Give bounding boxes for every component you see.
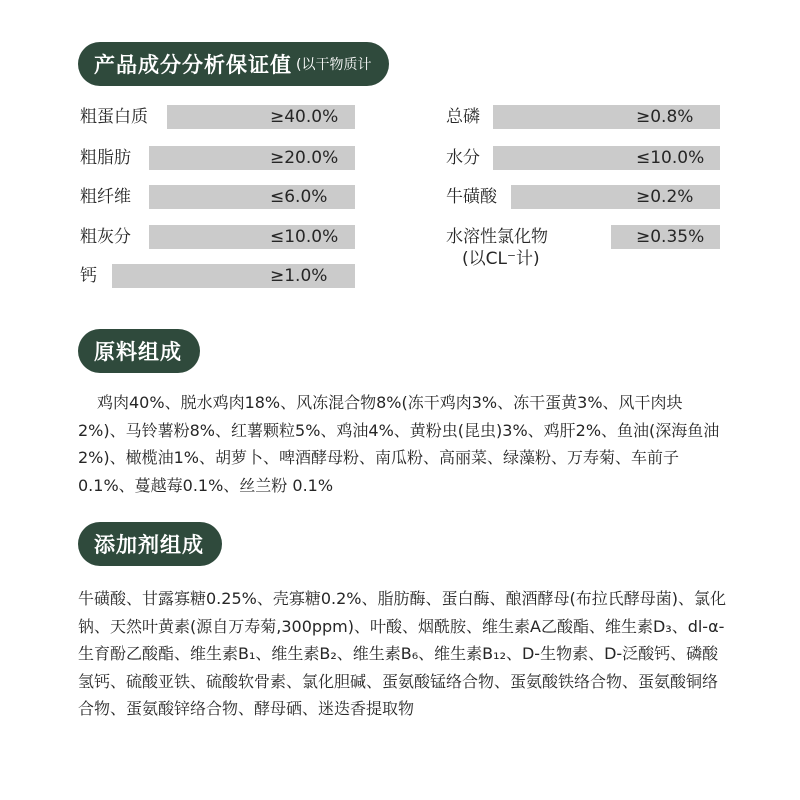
analysis-title: 产品成分分析保证值	[94, 53, 292, 77]
analysis-value: ≥0.2%	[636, 187, 694, 207]
analysis-value: ≥0.8%	[636, 107, 694, 127]
analysis-value: ≤10.0%	[636, 148, 705, 168]
analysis-value: ≥0.35%	[636, 227, 705, 247]
ingredients-section-title	[78, 329, 200, 373]
analysis-row-water-soluble-chloride	[446, 225, 720, 269]
analysis-label: 粗脂肪	[80, 148, 131, 168]
ingredients-title: 原料组成	[94, 340, 182, 364]
additives-section-title	[78, 522, 222, 566]
analysis-row-crude-fiber	[80, 185, 355, 209]
analysis-label: 牛磺酸	[446, 187, 497, 207]
additives-text: 牛磺酸、甘露寡糖0.25%、壳寡糖0.2%、脂肪酶、蛋白酶、酿酒酵母(布拉氏酵母菌)、氯化钠、天然叶黄素(源自万寿菊,300ppm)、叶酸、烟酰胺、维生素A乙酸酯、维生素D₃、dl-α-生育酚乙酸酯、维生素B₁、维生素B₂、维生素B₆、维生素B₁₂、D-生物素、D-泛酸钙、磷酸氢钙、硫酸亚铁、硫酸软骨素、氯化胆碱、蛋氨酸锰络合物、蛋氨酸铁络合物、蛋氨酸铜络合物、蛋氨酸锌络合物、酵母硒、迷迭香提取物	[78, 589, 726, 718]
analysis-value: ≥40.0%	[270, 107, 339, 127]
analysis-label: 粗蛋白质	[80, 107, 148, 127]
ingredients-text: 鸡肉40%、脱水鸡肉18%、风冻混合物8%(冻干鸡肉3%、冻干蛋黄3%、风干肉块2%)、马铃薯粉8%、红薯颗粒5%、鸡油4%、黄粉虫(昆虫)3%、鸡肝2%、鱼油(深海鱼油2%)、橄榄油1%、胡萝卜、啤酒酵母粉、南瓜粉、高丽菜、绿藻粉、万寿菊、车前子0.1%、蔓越莓0.1%、丝兰粉 0.1%	[78, 393, 720, 495]
analysis-label: 水溶性氯化物	[446, 227, 548, 247]
analysis-row-moisture	[446, 146, 720, 170]
analysis-row-crude-protein	[80, 105, 355, 129]
analysis-value: ≥20.0%	[270, 148, 339, 168]
analysis-label: 钙	[80, 266, 97, 286]
analysis-subtitle: (以干物质计	[296, 57, 372, 73]
analysis-value: ≥1.0%	[270, 266, 328, 286]
analysis-label: 粗纤维	[80, 187, 131, 207]
analysis-row-total-phosphorus	[446, 105, 720, 129]
analysis-label: 粗灰分	[80, 227, 131, 247]
analysis-row-crude-ash	[80, 225, 355, 249]
analysis-label: 水分	[446, 148, 480, 168]
analysis-section-title	[78, 42, 389, 86]
analysis-row-crude-fat	[80, 146, 355, 170]
analysis-row-taurine	[446, 185, 720, 209]
additives-title: 添加剂组成	[94, 533, 204, 557]
analysis-value: ≤6.0%	[270, 187, 328, 207]
analysis-row-calcium	[80, 264, 355, 288]
analysis-value: ≤10.0%	[270, 227, 339, 247]
analysis-label: 总磷	[446, 107, 480, 127]
analysis-note: (以CL⁻计)	[462, 249, 540, 269]
